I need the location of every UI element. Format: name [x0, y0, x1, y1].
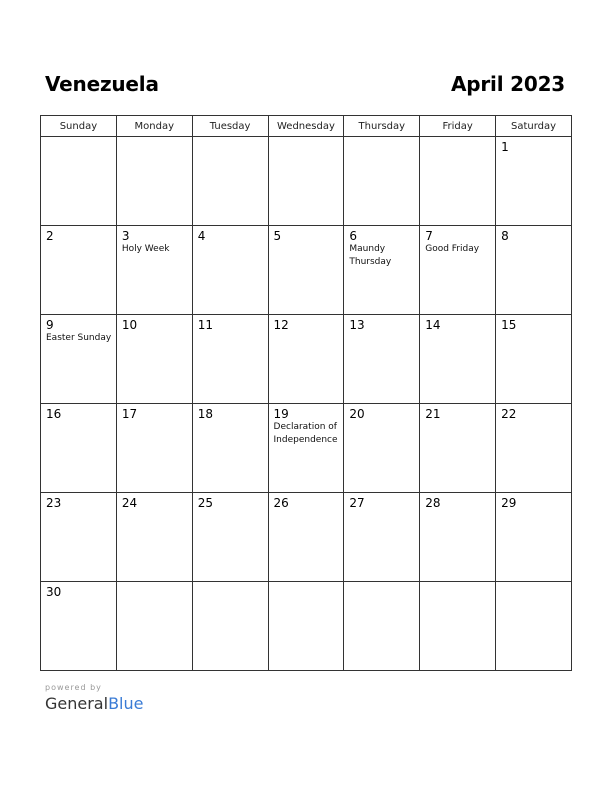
day-number: 12	[273, 318, 289, 332]
day-number: 26	[273, 496, 289, 510]
day-number: 30	[46, 585, 62, 599]
day-number: 2	[46, 229, 54, 243]
day-number: 14	[425, 318, 441, 332]
day-cell	[41, 315, 117, 404]
day-number	[117, 582, 192, 586]
day-number: 21	[425, 407, 441, 421]
day-number	[344, 137, 419, 141]
day-cell	[192, 137, 268, 226]
day-cell	[496, 404, 572, 493]
week-row	[41, 137, 572, 226]
day-number: 3	[121, 229, 130, 243]
day-number	[117, 137, 192, 141]
day-cell	[268, 404, 344, 493]
day-cell	[344, 315, 420, 404]
day-number: 17	[121, 407, 138, 421]
week-row	[41, 493, 572, 582]
day-number: 6	[349, 229, 358, 243]
week-row	[41, 582, 572, 671]
day-cell	[116, 226, 192, 315]
day-cell	[268, 582, 344, 671]
weekday-header-row	[41, 116, 572, 137]
day-cell	[420, 404, 496, 493]
day-cell	[268, 493, 344, 582]
day-cell	[420, 137, 496, 226]
day-cell	[268, 315, 344, 404]
country-title: Venezuela	[45, 72, 159, 96]
day-number: 28	[425, 496, 441, 510]
day-number	[344, 582, 419, 586]
day-cell	[268, 226, 344, 315]
holiday-label: Good Friday	[425, 244, 480, 254]
holiday-label: Easter Sunday	[46, 333, 112, 343]
week-row	[41, 404, 572, 493]
day-cell	[420, 582, 496, 671]
day-number: 27	[349, 496, 365, 510]
day-cell	[192, 226, 268, 315]
weekday-header: Friday	[420, 116, 496, 137]
day-number: 1	[501, 140, 509, 154]
weekday-header: Wednesday	[268, 116, 344, 137]
day-cell	[344, 226, 420, 315]
day-number	[269, 582, 344, 586]
week-row	[41, 315, 572, 404]
day-number: 9	[46, 318, 54, 332]
day-number	[193, 137, 268, 141]
day-number: 16	[46, 407, 62, 421]
day-number: 29	[501, 496, 517, 510]
day-cell	[116, 404, 192, 493]
day-number	[420, 582, 495, 586]
logo-text-general: General	[45, 694, 109, 713]
day-cell	[192, 582, 268, 671]
day-number	[269, 137, 344, 141]
week-row	[41, 226, 572, 315]
day-cell	[496, 315, 572, 404]
day-cell	[420, 493, 496, 582]
weekday-header: Thursday	[344, 116, 420, 137]
weekday-header: Sunday	[41, 116, 117, 137]
day-cell	[420, 226, 496, 315]
day-number	[496, 582, 571, 586]
month-year-title: April 2023	[451, 72, 565, 96]
day-cell	[344, 404, 420, 493]
holiday-label: Declaration of Independence	[273, 422, 338, 445]
day-number: 8	[501, 229, 509, 243]
day-number	[193, 582, 268, 586]
day-number: 11	[197, 318, 213, 332]
day-cell	[41, 137, 117, 226]
day-cell	[192, 493, 268, 582]
day-number: 24	[121, 496, 138, 510]
powered-by-text: powered by	[45, 683, 102, 692]
day-number: 7	[425, 229, 433, 243]
day-cell	[268, 137, 344, 226]
day-number: 20	[349, 407, 365, 421]
day-cell	[116, 137, 192, 226]
day-cell	[41, 404, 117, 493]
logo-text-blue: Blue	[108, 694, 144, 713]
day-number: 15	[501, 318, 517, 332]
day-cell	[192, 404, 268, 493]
weekday-header: Tuesday	[192, 116, 268, 137]
day-number	[41, 137, 116, 141]
day-number: 19	[273, 407, 289, 421]
day-number	[420, 137, 495, 141]
calendar-grid	[40, 115, 572, 671]
day-cell	[344, 137, 420, 226]
day-cell	[496, 137, 572, 226]
day-cell	[344, 493, 420, 582]
day-cell	[496, 582, 572, 671]
day-cell	[116, 493, 192, 582]
day-number: 13	[349, 318, 365, 332]
day-cell	[496, 226, 572, 315]
day-number: 10	[121, 318, 138, 332]
day-cell	[192, 315, 268, 404]
day-number: 4	[197, 229, 206, 243]
day-number: 22	[501, 407, 517, 421]
weekday-header: Monday	[116, 116, 192, 137]
calendar-body	[41, 137, 572, 671]
holiday-label: Maundy Thursday	[349, 244, 392, 267]
day-cell	[41, 582, 117, 671]
weekday-header: Saturday	[496, 116, 572, 137]
day-cell	[116, 582, 192, 671]
day-cell	[41, 226, 117, 315]
footer-branding	[45, 683, 143, 713]
day-cell	[344, 582, 420, 671]
day-cell	[116, 315, 192, 404]
day-number: 25	[197, 496, 213, 510]
day-number: 23	[46, 496, 62, 510]
holiday-label: Holy Week	[121, 244, 170, 254]
day-cell	[41, 493, 117, 582]
day-cell	[420, 315, 496, 404]
day-cell	[496, 493, 572, 582]
day-number: 5	[273, 229, 282, 243]
generalblue-logo[interactable]	[45, 694, 143, 713]
day-number: 18	[197, 407, 213, 421]
